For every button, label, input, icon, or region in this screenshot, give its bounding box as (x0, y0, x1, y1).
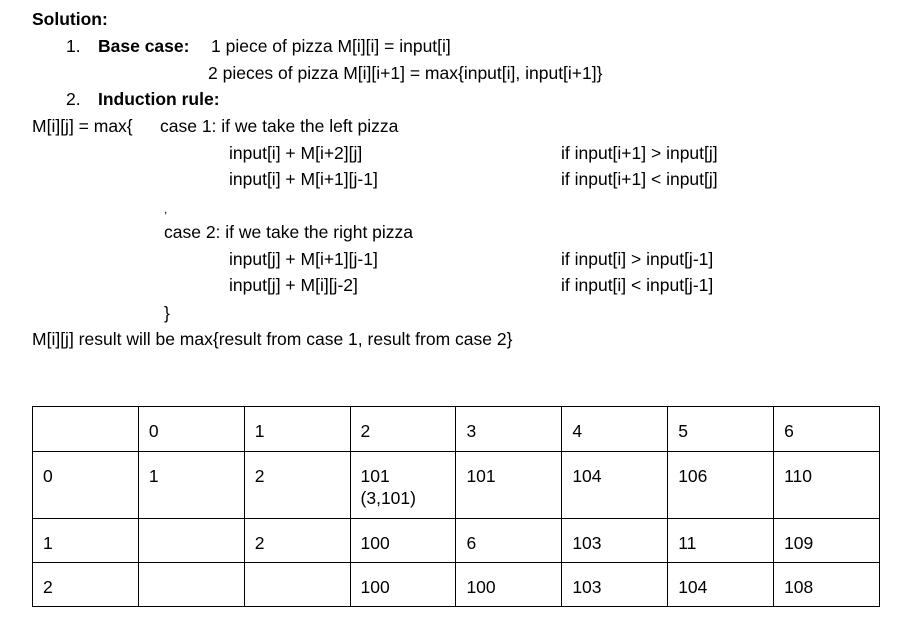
table-cell: 103 (562, 519, 668, 563)
table-cell: 104 (562, 452, 668, 519)
case-2-cond-1: if input[i] > input[j-1] (561, 249, 714, 269)
case-1-expr-2: input[i] + M[i+1][j-1] (229, 169, 378, 189)
case-2-cond-2: if input[i] < input[j-1] (561, 275, 714, 295)
induction-label: Induction rule: (98, 89, 220, 109)
base-case-label: Base case: (98, 36, 190, 56)
table-row (33, 519, 880, 563)
table-cell (244, 563, 350, 607)
table-cell (138, 519, 244, 563)
formula-close: } (164, 303, 170, 323)
table-cell: 6 (456, 519, 562, 563)
table-cell: 108 (774, 563, 880, 607)
table-header-cell: 3 (456, 407, 562, 452)
table-row (33, 452, 880, 519)
dp-table (32, 406, 880, 607)
cell-note: (3,101) (360, 488, 416, 508)
base-case-number: 1. (66, 36, 81, 56)
table-cell: 103 (562, 563, 668, 607)
table-header-cell: 0 (138, 407, 244, 452)
case-1-title: case 1: if we take the left pizza (160, 116, 399, 136)
case-2-expr-2: input[j] + M[i][j-2] (229, 275, 358, 295)
formula-head: M[i][j] = max{ (32, 116, 133, 136)
table-header-cell: 2 (350, 407, 456, 452)
table-header-cell: 1 (244, 407, 350, 452)
table-row (33, 563, 880, 607)
result-line: M[i][j] result will be max{result from case 1, result from case 2} (32, 329, 513, 349)
table-cell: 0 (33, 452, 139, 519)
induction-number: 2. (66, 89, 81, 109)
table-cell: 100 (350, 563, 456, 607)
case-2-expr-1: input[j] + M[i+1][j-1] (229, 249, 378, 269)
table-header-cell: 5 (668, 407, 774, 452)
table-header-row (33, 407, 880, 452)
table-header-cell: 4 (562, 407, 668, 452)
table-cell: 2 (33, 563, 139, 607)
case-1-expr-1: input[i] + M[i+2][j] (229, 143, 363, 163)
table-cell: 1 (33, 519, 139, 563)
table-header-cell (33, 407, 139, 452)
base-case-line-1: 1 piece of pizza M[i][i] = input[i] (211, 36, 451, 56)
case-1-cond-1: if input[i+1] > input[j] (561, 143, 718, 163)
table-cell: 104 (668, 563, 774, 607)
table-cell: 106 (668, 452, 774, 519)
table-cell: 101 (3,101) (350, 452, 456, 519)
table-cell (138, 563, 244, 607)
case-1-cond-2: if input[i+1] < input[j] (561, 169, 718, 189)
case-2-title: case 2: if we take the right pizza (164, 222, 414, 242)
base-case-line-2: 2 pieces of pizza M[i][i+1] = max{input[i], input[i+1]} (208, 63, 603, 83)
table-cell: 100 (456, 563, 562, 607)
table-cell: 100 (350, 519, 456, 563)
table-cell: 101 (456, 452, 562, 519)
case-separator: , (164, 202, 168, 216)
solution-title: Solution: (32, 9, 108, 29)
table-header-cell: 6 (774, 407, 880, 452)
table-cell: 11 (668, 519, 774, 563)
table-cell: 2 (244, 519, 350, 563)
table-cell: 2 (244, 452, 350, 519)
table-cell: 110 (774, 452, 880, 519)
table-cell: 1 (138, 452, 244, 519)
table-cell: 109 (774, 519, 880, 563)
